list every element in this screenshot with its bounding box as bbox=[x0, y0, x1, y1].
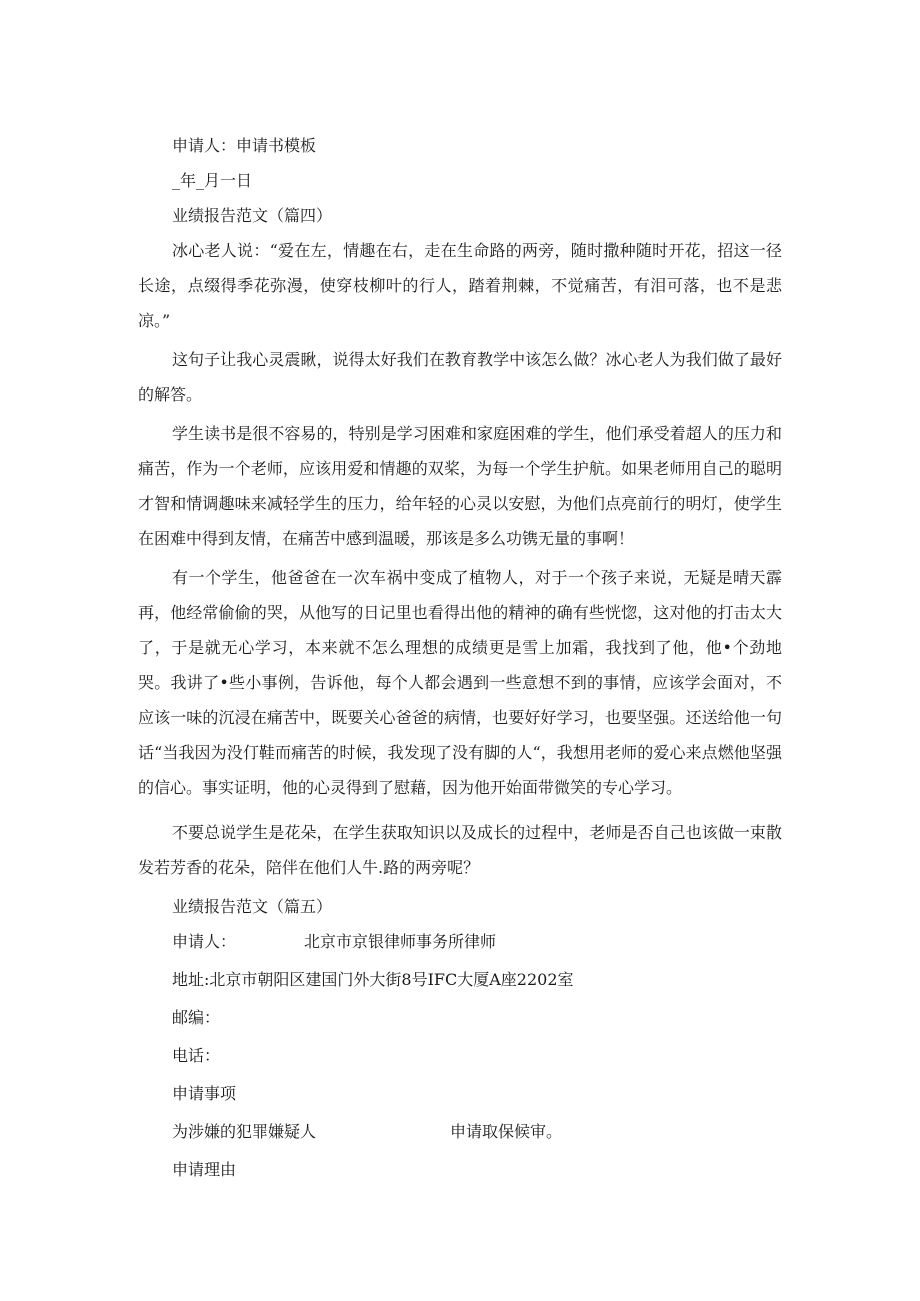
document-page bbox=[138, 128, 782, 1187]
paragraph-quote: 冰心老人说：“爱在左，情趣在右，走在生命路的两旁，随时撒种随时开花，招这一径长途，点缀得季花弥漫，使穿枝柳叶的行人，踏着荆棘，不觉痛苦，有泪可落，也不是悲凉。” bbox=[138, 241, 782, 330]
date-line: _年_月一日 bbox=[172, 171, 253, 190]
matters-left: 为涉嫌的犯罪嫌疑人 bbox=[172, 1122, 317, 1141]
matters-label: 申请事项 bbox=[172, 1084, 237, 1103]
postcode-label: 邮编： bbox=[172, 1008, 221, 1027]
applicant-row bbox=[138, 924, 782, 959]
applicant-line: 申请人：申请书模板 bbox=[172, 136, 317, 155]
reason-label: 申请理由 bbox=[172, 1160, 237, 1179]
paragraph-reflection: 这句子让我心灵震瞅，说得太好我们在教育教学中该怎么做？冰心老人为我们做了最好的解答。 bbox=[138, 350, 782, 404]
paragraph-story: 有一个学生，他爸爸在一次车祸中变成了植物人，对于一个孩子来说，无疑是晴天霹再，他经常偷偷的哭，从他写的日记里也看得出他的精神的确有些恍惚，这对他的打击太大了，于是就无心学习，本来就不怎么理想的成绩更是雪上加霜，我找到了他，他•个劲地哭。我讲了•些小事例，告诉他，每个人都会遇到一些意想不到的事情，应该学会面对，不应该一味的沉浸在痛苦中，既要关心爸爸的病情，也要好好学习，也要坚强。还送给他一句话“当我因为没仃鞋而痛苦的时候，我发现了没有脚的人“，我想用老师的爱心来点燃他坚强的信心。事实证明，他的心灵得到了慰藉，因为他开始面带微笑的专心学习。 bbox=[138, 568, 782, 797]
matters-row bbox=[138, 1114, 782, 1149]
applicant-label: 申请人： bbox=[172, 932, 237, 951]
paragraph-closing: 不要总说学生是花朵，在学生获取知识以及成长的过程中，老师是否自己也该做一束散发若芳香的花朵，陪伴在他们人牛.路的两旁呢？ bbox=[138, 823, 782, 877]
section4-title: 业绩报告范文（篇四） bbox=[172, 206, 333, 225]
phone-label: 电话： bbox=[172, 1046, 221, 1065]
paragraph-students: 学生读书是很不容易的，特别是学习困难和家庭困难的学生，他们承受着超人的压力和痛苦，作为一个老师，应该用爱和情趣的双桨，为每一个学生护航。如果老师用自己的聪明才智和情调趣味来减轻学生的压力，给年轻的心灵以安慰，为他们点亮前行的明灯，使学生在困难中得到友情，在痛苦中感到温暖，那该是多么功镌无量的事啊！ bbox=[138, 424, 782, 548]
applicant-value: 北京市京银律师事务所律师 bbox=[304, 932, 497, 951]
section5-title: 业绩报告范文（篇五） bbox=[172, 897, 333, 916]
matters-right: 申请取保候审。 bbox=[450, 1122, 563, 1141]
address-line: 地址:北京市朝阳区建国门外大街8号IFC大厦A座2202室 bbox=[172, 970, 574, 989]
